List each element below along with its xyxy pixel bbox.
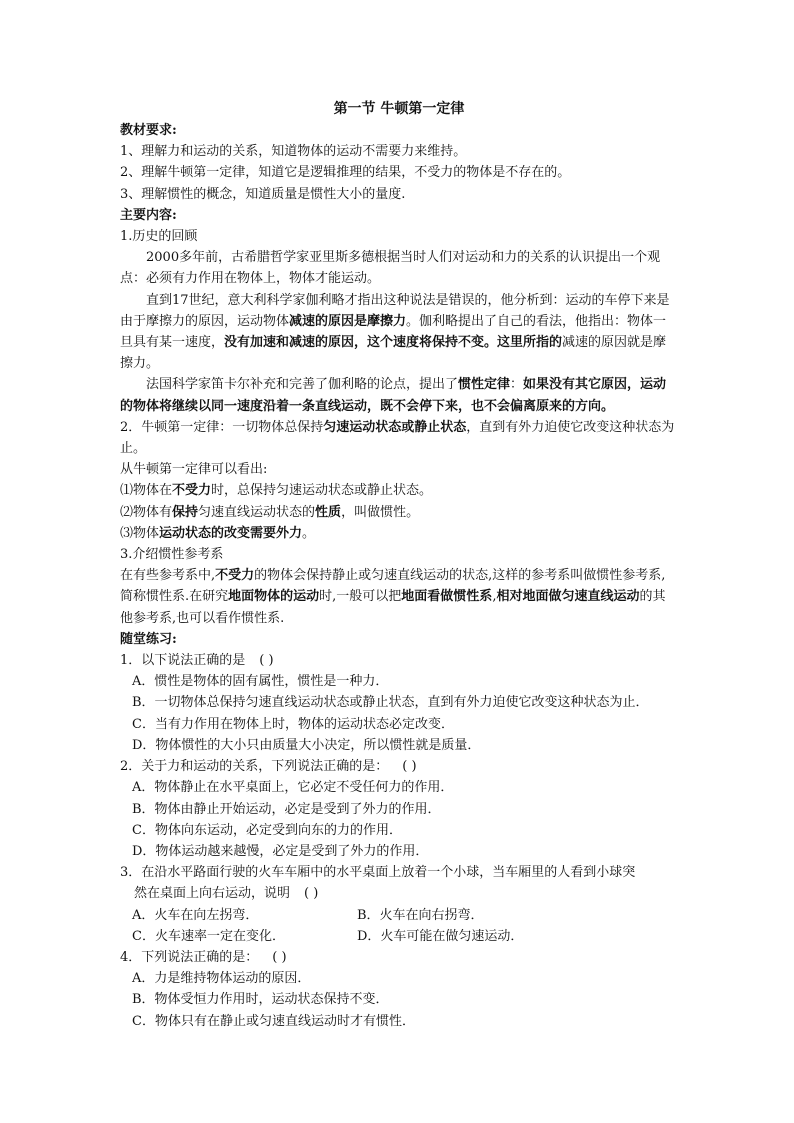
text-span: ，叫做惯性。 [341,504,420,520]
bold-span: 没有加速和减速的原因，这个速度将保持不变。这里所指的 [224,335,563,351]
text-span: 。伽利略提出了自己的看法，他指出：物体一旦具有某一速度， [120,313,667,351]
text-span: 的物体会保持静止或匀速直线运动的状态,这样的参考系叫做惯性参考系,简称惯性系.在研究 [120,568,666,605]
text-span: 直到17世纪，意大利科学家伽利略才指出这种说法是错误的，他分析到：运动的车停下来是由于摩擦力的原因，运动物体 [120,292,670,329]
requirement-item: 1、理解力和运动的关系，知道物体的运动不需要力来维持。 [120,144,467,160]
option-row [120,905,678,926]
question-option: A．物体静止在水平桌面上，它必定不受任何力的作用． [132,780,454,796]
text-span: ⑵物体有 [120,504,173,520]
text-span: 在有些参考系中, [120,568,216,584]
bold-span: 性质 [315,504,342,520]
text-span: 匀速直线运动状态的 [198,504,316,520]
answer-blank: ( ) [304,886,319,902]
paragraph-descartes [120,374,678,416]
question-option: D．物体惯性的大小只由质量大小决定，所以惯性就是质量． [132,737,481,753]
text-span: 。 [302,525,316,541]
question-text: 2．关于力和运动的关系，下列说法正确的是： [120,759,389,775]
text-span: ⑶物体 [120,525,160,541]
text-span: 时，总保持匀速运动状态或静止状态。 [211,483,433,499]
text-span: ： [510,377,524,393]
text-span: 时,一般可以把 [319,589,402,605]
bold-span: 不受力 [215,568,255,584]
content-heading: 主要内容: [120,207,177,223]
bold-span: 减速的原因是摩擦力 [289,313,407,329]
question-option: D．物体运动越来越慢，必定是受到了外力的作用． [132,843,429,859]
requirement-item: 2、理解牛顿第一定律，知道它是逻辑推理的结果，不受力的物体是不存在的。 [120,165,571,181]
text-span: ，直到有外力迫使它改变这种状态为止。 [120,419,675,457]
document-page [120,98,678,1032]
question-option: C．物体只有在静止或匀速直线运动时才有惯性． [132,1013,415,1029]
answer-blank: ( ) [259,653,274,669]
law-intro: 从牛顿第一定律可以看出: [120,462,268,478]
question-option: D．火车可能在做匀速运动． [357,928,524,944]
text-span: , [492,589,497,605]
bold-span: 相对地面做匀速直线运动 [496,589,640,605]
question-option: A．惯性是物体的固有属性，惯性是一种力． [132,674,389,690]
question-4-stem [120,947,678,968]
section-1-title: 1.历史的回顾 [120,229,198,245]
section-2-newton-law [120,417,678,459]
bold-span: 运动状态的改变需要外力 [159,525,303,541]
question-1-stem [120,650,678,671]
requirement-item: 3、理解惯性的概念，知道质量是惯性大小的量度. [120,186,406,202]
question-3-stem-cont [120,883,678,904]
question-text: 4．下列说法正确的是： [120,949,259,965]
bold-span: 如果没有其它原因，运动的物体将继续以同一速度沿着一条直线运动，既不会停下来，也不会偏离原来的方向。 [120,377,667,414]
question-text: 1．以下说法正确的是 [120,653,246,669]
question-option: C．当有力作用在物体上时，物体的运动状态必定改变． [132,716,454,732]
bold-span: 地面看做惯性系 [401,589,493,605]
paragraph-aristotle: 2000多年前，古希腊哲学家亚里斯多德根据当时人们对运动和力的关系的认识提出一个观点：必须有力作用在物体上，物体才能运动。 [120,250,661,287]
question-option: A．力是维持物体运动的原因． [132,971,311,987]
option-row [120,926,678,947]
question-option: A．火车在向左拐弯． [132,907,259,923]
question-2-stem [120,756,678,777]
question-option: C．火车速率一定在变化． [132,928,285,944]
bold-span: 匀速运动状态或静止状态 [323,419,467,435]
law-conclusion-2 [120,502,678,523]
law-conclusion-3 [120,523,678,544]
bold-span: 保持 [172,504,199,520]
bold-span: 不受力 [172,483,212,499]
paragraph-galileo [120,290,678,375]
law-conclusion-1 [120,480,678,501]
text-span: 减速的原因就是摩擦力。 [120,335,667,372]
requirements-heading: 教材要求: [120,123,177,138]
question-option: B．物体由静止开始运动，必定是受到了外力的作用． [132,801,441,817]
bold-span: 地面物体的运动 [228,589,320,605]
section-3-title: 3.介绍惯性参考系 [120,547,224,563]
question-option: B．一切物体总保持匀速直线运动状态或静止状态，直到有外力迫使它改变这种状态为止． [132,695,649,711]
question-3-stem: 3．在沿水平路面行驶的火车车厢中的水平桌面上放着一个小球，当车厢里的人看到小球突 [120,865,636,881]
question-option: C．物体向东运动，必定受到向东的力的作用． [132,822,402,838]
text-span: 2．牛顿第一定律：一切物体总保持 [120,419,324,435]
question-option: B．物体受恒力作用时，运动状态保持不变． [132,992,389,1008]
question-text: 然在桌面上向右运动，说明 [134,886,291,902]
page-title: 第一节 牛顿第一定律 [333,101,465,117]
answer-blank: ( ) [272,949,287,965]
paragraph-inertial-frame [120,565,678,629]
text-span: 法国科学家笛卡尔补充和完善了伽利略的论点，提出了 [146,377,459,393]
text-span: 的其他参考系,也可以看作惯性系. [120,589,666,626]
text-span: ⑴物体在 [120,483,173,499]
bold-span: 惯性定律 [458,377,511,393]
question-option: B．火车在向右拐弯． [357,907,484,923]
answer-blank: ( ) [402,759,417,775]
exercises-heading: 随堂练习: [120,631,177,647]
